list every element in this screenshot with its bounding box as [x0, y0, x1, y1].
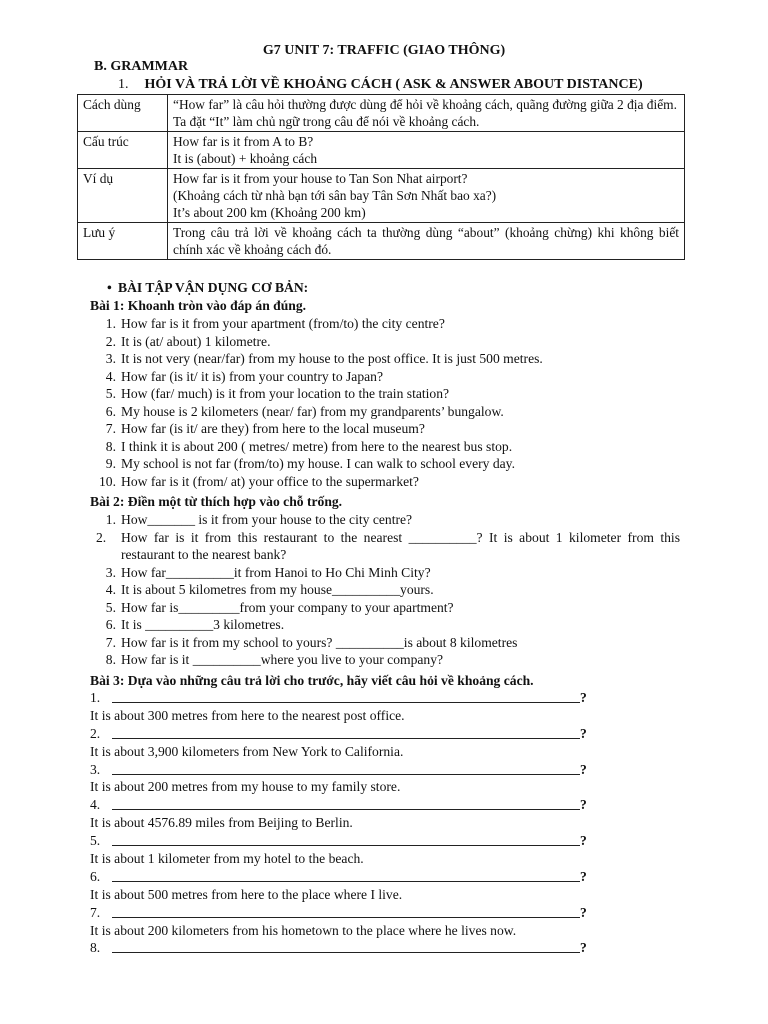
question-line[interactable]: 6. ? — [90, 868, 587, 884]
subsection-text: HỎI VÀ TRẢ LỜI VỀ KHOẢNG CÁCH ( ASK & ANSWER ABOUT DISTANCE) — [144, 77, 643, 92]
question-line[interactable]: 3. ? — [90, 761, 587, 777]
given-answer: It is about 500 metres from here to the place where I live. — [90, 886, 403, 902]
question-line[interactable]: 8. ? — [90, 940, 587, 956]
given-answer: It is about 300 metres from here to the nearest post office. — [90, 707, 405, 723]
list-item: 8. I think it is about 200 ( metres/ metre) from here to the nearest bus stop. — [105, 438, 513, 454]
row-line: It is (about) + khoảng cách — [173, 151, 318, 166]
subsection-number: 1. — [118, 77, 129, 92]
row-content — [168, 95, 685, 132]
exercise-2-list — [96, 511, 680, 669]
list-item: 6. It is __________3 kilometres. — [105, 617, 285, 632]
list-item: 8. How far is it __________where you live to your company? — [105, 652, 444, 667]
list-item: 10. How far is it (from/ at) your office to the supermarket? — [99, 473, 419, 489]
bullet-icon: • — [107, 280, 112, 295]
row-label: Cách dùng — [78, 95, 168, 132]
list-item: 3. It is not very (near/far) from my house to the post office. It is just 500 metres. — [105, 351, 543, 366]
row-line: Trong câu trả lời về khoảng cách ta thường dùng “about” (khoảng chừng) khi không biết chính xác về khoảng cách đó. — [173, 225, 679, 257]
practice-heading-text: BÀI TẬP VẬN DỤNG CƠ BẢN: — [118, 280, 309, 295]
practice-heading — [107, 279, 309, 296]
row-line: How far is it from A to B? — [173, 134, 314, 149]
answer-blank[interactable] — [112, 702, 580, 703]
answer-blank[interactable] — [112, 774, 580, 775]
page-title: G7 UNIT 7: TRAFFIC (GIAO THÔNG) — [262, 43, 506, 58]
question-line[interactable]: 4. ? — [90, 797, 587, 813]
list-item: 2. How far is it from this restaurant to the nearest __________? It is about 1 kilometer from this restaurant to the nearest bank? — [96, 529, 680, 562]
section-label: B. GRAMMAR — [94, 59, 189, 74]
exercise-1-title: Bài 1: Khoanh tròn vào đáp án đúng. — [90, 298, 307, 313]
list-item: 4. How far (is it/ it is) from your country to Japan? — [105, 368, 383, 384]
exercise-2-title: Bài 2: Điền một từ thích hợp vào chỗ trống. — [90, 494, 343, 509]
question-line[interactable]: 5. ? — [90, 833, 587, 849]
row-label: Ví dụ — [78, 169, 168, 223]
row-content — [168, 169, 685, 223]
list-item: 1. How_______ is it from your house to the city centre? — [105, 512, 413, 527]
given-answer: It is about 3,900 kilometers from New York to California. — [90, 743, 404, 759]
row-label: Cấu trúc — [78, 132, 168, 169]
row-content — [168, 132, 685, 169]
answer-blank[interactable] — [112, 845, 580, 846]
subsection-heading — [118, 76, 643, 93]
question-line[interactable]: 7. ? — [90, 904, 587, 920]
table-row — [78, 223, 685, 260]
list-item: 7. How far is it from my school to yours? __________is about 8 kilometres — [105, 634, 518, 650]
exercise-3-title: Bài 3: Dựa vào những câu trả lời cho trước, hãy viết câu hỏi về khoảng cách. — [90, 673, 534, 688]
given-answer: It is about 200 kilometers from his hometown to the place where he lives now. — [90, 922, 517, 938]
given-answer: It is about 200 metres from my house to my family store. — [90, 779, 401, 795]
row-content — [168, 223, 685, 260]
answer-blank[interactable] — [112, 738, 580, 739]
question-line[interactable]: 1. ? — [90, 690, 587, 705]
row-line: Ta đặt “It” làm chủ ngữ trong câu để nói về khoảng cách. — [173, 114, 480, 129]
table-row — [78, 169, 685, 223]
list-item: 3. How far__________it from Hanoi to Ho Chi Minh City? — [105, 564, 431, 580]
list-item: 7. How far (is it/ are they) from here to the local museum? — [105, 421, 425, 436]
table-row — [78, 132, 685, 169]
answer-blank[interactable] — [112, 917, 580, 918]
table-row — [78, 95, 685, 132]
answer-blank[interactable] — [112, 952, 580, 953]
list-item: 9. My school is not far (from/to) my house. I can walk to school every day. — [105, 456, 515, 471]
list-item: 5. How (far/ much) is it from your location to the train station? — [105, 386, 450, 401]
row-line: How far is it from your house to Tan Son Nhat airport? — [173, 171, 468, 186]
row-line: “How far” là câu hỏi thường được dùng để hỏi về khoảng cách, quãng đường giữa 2 địa điểm. — [173, 97, 677, 112]
answer-blank[interactable] — [112, 881, 580, 882]
exercise-1-list — [96, 315, 680, 490]
list-item: 6. My house is 2 kilometers (near/ far) from my grandparents’ bungalow. — [105, 403, 504, 419]
list-item: 2. It is (at/ about) 1 kilometre. — [105, 333, 271, 349]
list-item: 1. How far is it from your apartment (from/to) the city centre? — [105, 316, 445, 331]
row-label: Lưu ý — [78, 223, 168, 260]
row-line: It’s about 200 km (Khoảng 200 km) — [173, 205, 366, 220]
list-item: 5. How far is_________from your company to your apartment? — [105, 599, 454, 615]
given-answer: It is about 1 kilometer from my hotel to the beach. — [90, 851, 364, 867]
answer-blank[interactable] — [112, 809, 580, 810]
question-line[interactable]: 2. ? — [90, 725, 587, 741]
row-line: (Khoảng cách từ nhà bạn tới sân bay Tân Sơn Nhất bao xa?) — [173, 188, 497, 203]
list-item: 4. It is about 5 kilometres from my house__________yours. — [105, 582, 434, 597]
exercise-3-list — [90, 689, 590, 957]
given-answer: It is about 4576.89 miles from Beijing to Berlin. — [90, 815, 353, 831]
grammar-table — [77, 94, 685, 260]
